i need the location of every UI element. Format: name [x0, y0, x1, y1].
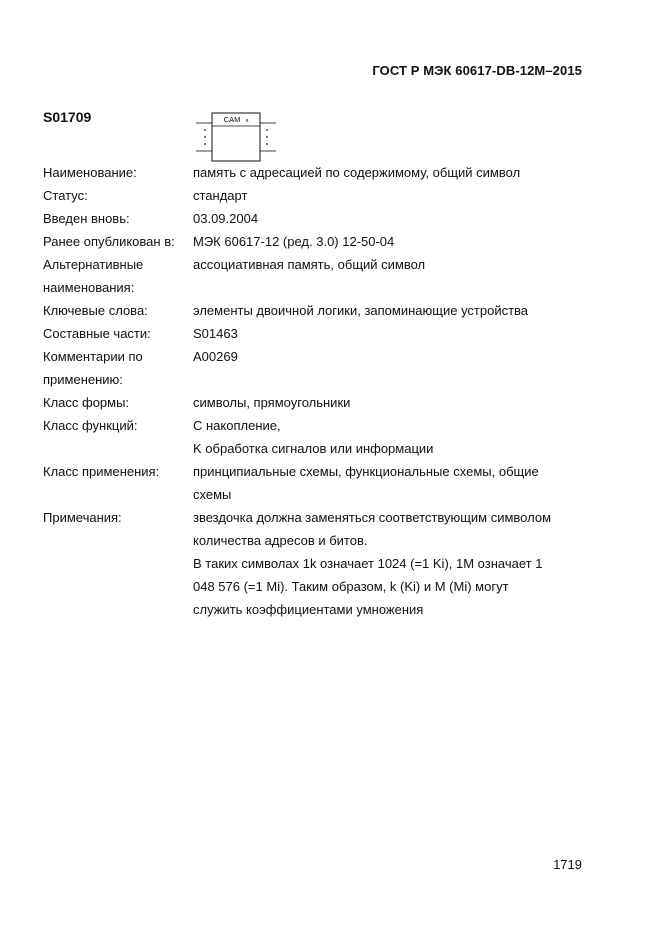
property-label-line: наименования: [43, 280, 135, 295]
property-value [193, 322, 583, 345]
property-label [43, 414, 193, 460]
cam-symbol-mark: ∧ [244, 118, 250, 124]
property-label [43, 299, 193, 322]
property-value-line: символы, прямоугольники [193, 395, 351, 410]
symbol-code: S01709 [43, 109, 92, 125]
property-row [43, 345, 583, 391]
page-number: 1719 [553, 857, 582, 872]
property-row [43, 506, 583, 621]
property-value-line: принципиальные схемы, функциональные схемы, общие [193, 464, 539, 479]
property-label-line: Наименование: [43, 165, 137, 180]
property-label-line: Примечания: [43, 510, 122, 525]
property-value-line: В таких символах 1k означает 1024 (=1 Ki), 1M означает 1 [193, 556, 543, 571]
output-dot [266, 143, 268, 145]
cam-symbol-diagram [196, 110, 276, 164]
symbol-properties [43, 161, 583, 621]
property-value [193, 253, 583, 299]
property-label-line: Составные части: [43, 326, 151, 341]
property-row [43, 322, 583, 345]
property-row [43, 230, 583, 253]
property-row [43, 207, 583, 230]
property-row [43, 184, 583, 207]
property-label [43, 345, 193, 391]
property-value-line: элементы двоичной логики, запоминающие устройства [193, 303, 529, 318]
property-value-line: C накопление, [193, 418, 281, 433]
property-value-line: память с адресацией по содержимому, общий символ [193, 165, 521, 180]
property-value-line: 03.09.2004 [193, 211, 259, 226]
property-label [43, 460, 193, 506]
property-label [43, 230, 193, 253]
property-row [43, 161, 583, 184]
property-label-line: Ключевые слова: [43, 303, 148, 318]
output-dot [266, 136, 268, 138]
property-value-line: звездочка должна заменяться соответствующим символом [193, 510, 552, 525]
property-value [193, 184, 583, 207]
property-label-line: Альтернативные [43, 257, 144, 272]
document-standard-header: ГОСТ Р МЭК 60617-DB-12М–2015 [372, 63, 582, 78]
property-label [43, 161, 193, 184]
property-value [193, 161, 583, 184]
property-value [193, 414, 583, 460]
property-value-line: S01463 [193, 326, 238, 341]
property-value-line: стандарт [193, 188, 248, 203]
property-value-line: ассоциативная память, общий символ [193, 257, 426, 272]
property-value-line: A00269 [193, 349, 238, 364]
property-label-line: Класс применения: [43, 464, 160, 479]
property-label-line: Ранее опубликован в: [43, 234, 175, 249]
property-row [43, 391, 583, 414]
property-value [193, 230, 583, 253]
property-value [193, 506, 583, 621]
property-row [43, 414, 583, 460]
property-value-line: служить коэффициентами умножения [193, 602, 424, 617]
property-label-line: Комментарии по [43, 349, 143, 364]
property-label [43, 184, 193, 207]
property-value-line: 048 576 (=1 Mi). Таким образом, k (Ki) и M (Mi) могут [193, 579, 509, 594]
property-label-line: Статус: [43, 188, 88, 203]
property-label-line: применению: [43, 372, 123, 387]
output-dot [266, 129, 268, 131]
property-row [43, 299, 583, 322]
property-value-line: МЭК 60617-12 (ред. 3.0) 12-50-04 [193, 234, 395, 249]
property-value [193, 299, 583, 322]
property-value [193, 207, 583, 230]
property-label-line: Класс формы: [43, 395, 130, 410]
property-label [43, 506, 193, 621]
property-label-line: Класс функций: [43, 418, 138, 433]
property-label [43, 322, 193, 345]
property-row [43, 253, 583, 299]
property-label [43, 207, 193, 230]
property-label [43, 253, 193, 299]
cam-symbol-label: CAM [223, 115, 241, 124]
input-dot [204, 143, 206, 145]
property-value-line: схемы [193, 487, 232, 502]
property-row [43, 460, 583, 506]
property-value [193, 460, 583, 506]
property-value [193, 391, 583, 414]
input-dot [204, 136, 206, 138]
property-label [43, 391, 193, 414]
property-value-line: количества адресов и битов. [193, 533, 368, 548]
property-label-line: Введен вновь: [43, 211, 130, 226]
input-dot [204, 129, 206, 131]
property-value [193, 345, 583, 391]
property-value-line: K обработка сигналов или информации [193, 441, 434, 456]
